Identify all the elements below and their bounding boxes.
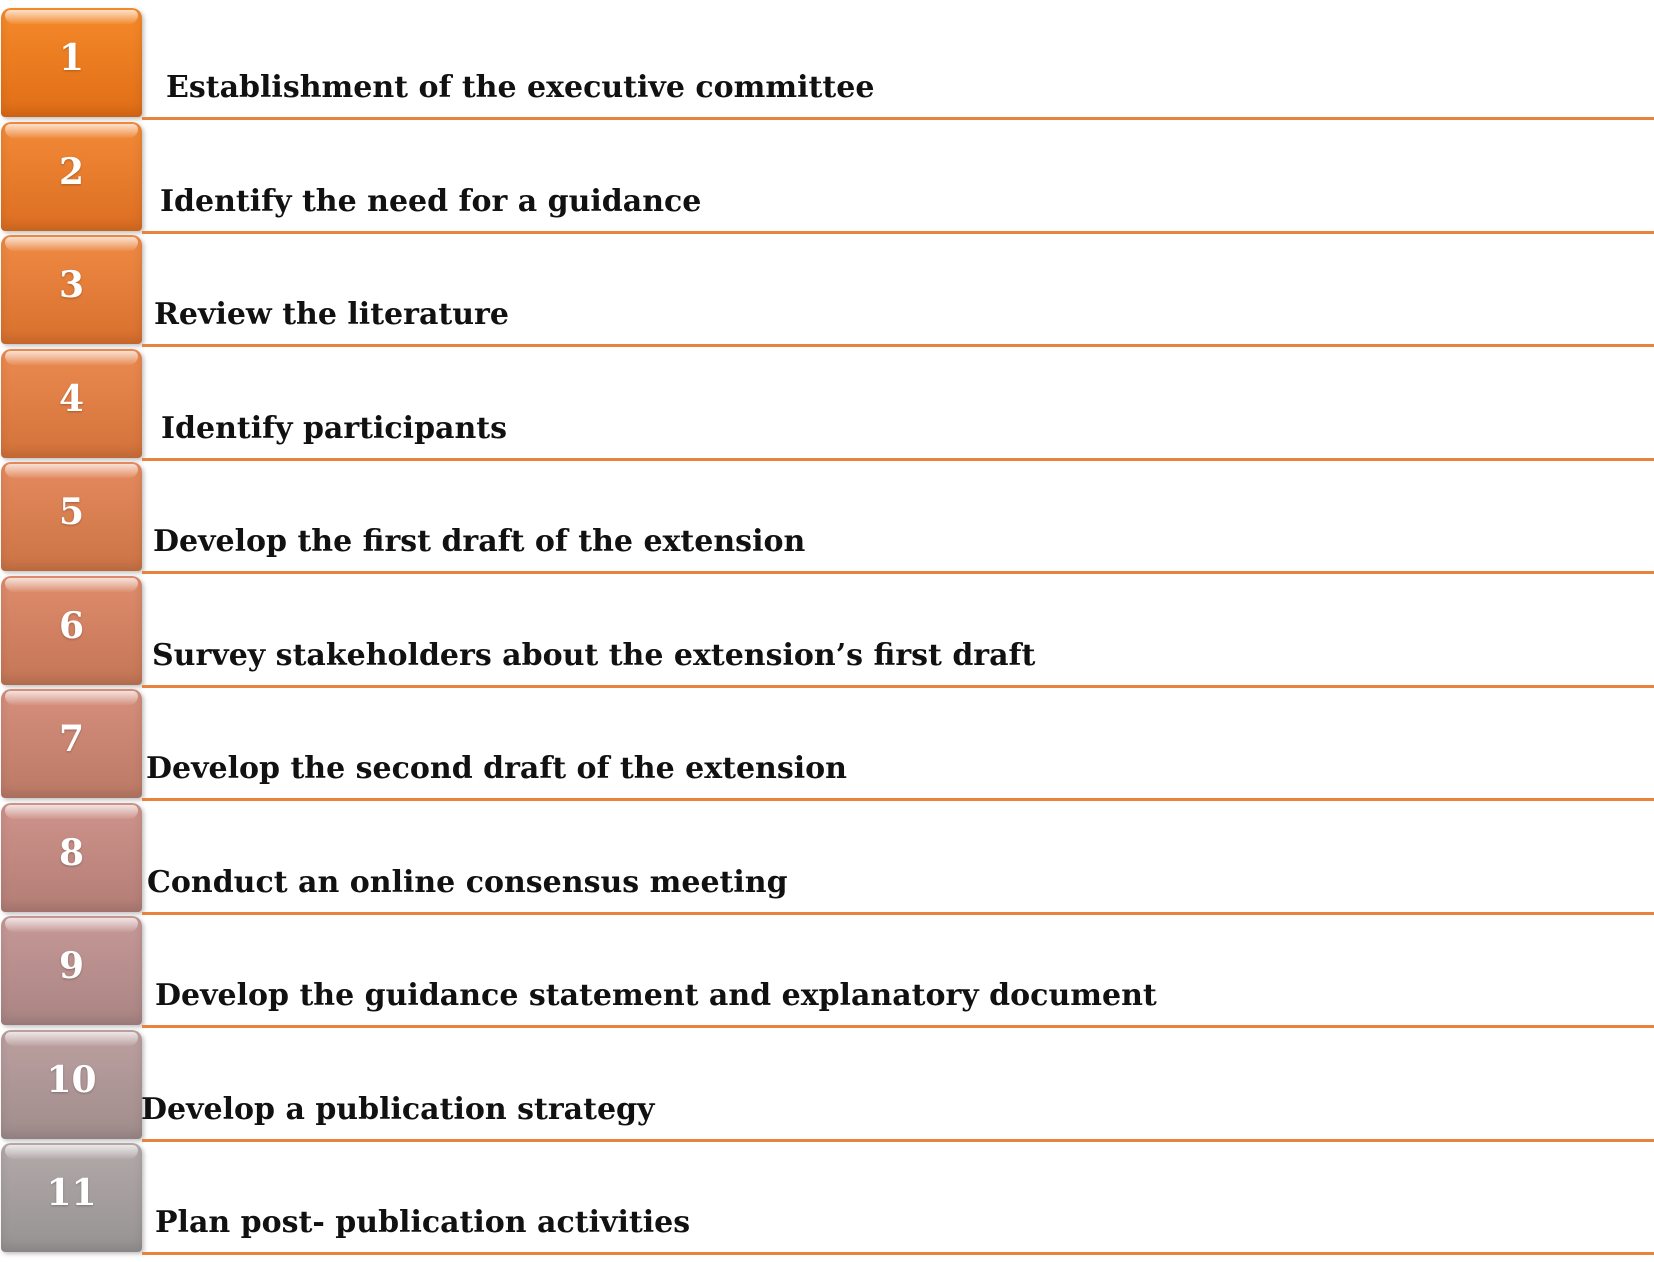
step-row <box>0 916 1654 1030</box>
step-row <box>0 1143 1654 1257</box>
step-row <box>0 1030 1654 1144</box>
step-underline <box>142 231 1654 234</box>
step-row <box>0 8 1654 122</box>
step-underline <box>142 798 1654 801</box>
step-label: Review the literature <box>154 297 509 332</box>
step-row <box>0 122 1654 236</box>
step-number: 6 <box>58 604 85 647</box>
step-underline <box>142 685 1654 688</box>
step-label: Survey stakeholders about the extension’s first draft <box>152 637 1036 673</box>
process-steps-diagram <box>0 8 1654 1257</box>
step-number-badge <box>1 1143 142 1252</box>
step-row <box>0 235 1654 349</box>
step-label: Develop a publication strategy <box>141 1091 655 1127</box>
step-number-badge <box>1 803 142 912</box>
step-number-badge <box>1 349 142 458</box>
step-number: 3 <box>58 264 85 306</box>
step-label: Identify participants <box>161 410 508 446</box>
step-number-badge <box>1 235 142 344</box>
step-row <box>0 803 1654 917</box>
step-underline <box>142 344 1654 347</box>
step-number: 7 <box>58 718 85 760</box>
step-number: 10 <box>46 1058 97 1101</box>
step-label: Plan post- publication activities <box>155 1205 691 1240</box>
step-underline <box>142 458 1654 461</box>
step-number: 9 <box>58 945 85 987</box>
step-label: Establishment of the executive committee <box>166 70 875 105</box>
step-row <box>0 689 1654 803</box>
step-label: Develop the guidance statement and explanatory document <box>155 978 1157 1013</box>
step-number-badge <box>1 689 142 798</box>
step-label: Identify the need for a guidance <box>160 183 702 219</box>
step-underline <box>142 912 1654 915</box>
step-number-badge <box>1 576 142 685</box>
step-number-badge <box>1 1030 142 1139</box>
step-number-badge <box>1 462 142 571</box>
step-number: 5 <box>58 491 85 533</box>
step-number: 1 <box>58 37 85 79</box>
step-underline <box>142 1252 1654 1255</box>
step-underline <box>142 117 1654 120</box>
step-underline <box>142 1025 1654 1028</box>
step-row <box>0 462 1654 576</box>
step-number: 11 <box>46 1172 97 1214</box>
step-row <box>0 349 1654 463</box>
step-number-badge <box>1 916 142 1025</box>
step-label: Conduct an online consensus meeting <box>147 864 788 900</box>
step-number-badge <box>1 122 142 231</box>
step-label: Develop the first draft of the extension <box>153 524 806 559</box>
step-number: 2 <box>58 150 85 193</box>
step-number: 8 <box>58 831 85 874</box>
step-label: Develop the second draft of the extension <box>146 751 847 786</box>
step-underline <box>142 1139 1654 1142</box>
step-row <box>0 576 1654 690</box>
step-underline <box>142 571 1654 574</box>
step-number-badge <box>1 8 142 117</box>
step-number: 4 <box>58 377 85 420</box>
